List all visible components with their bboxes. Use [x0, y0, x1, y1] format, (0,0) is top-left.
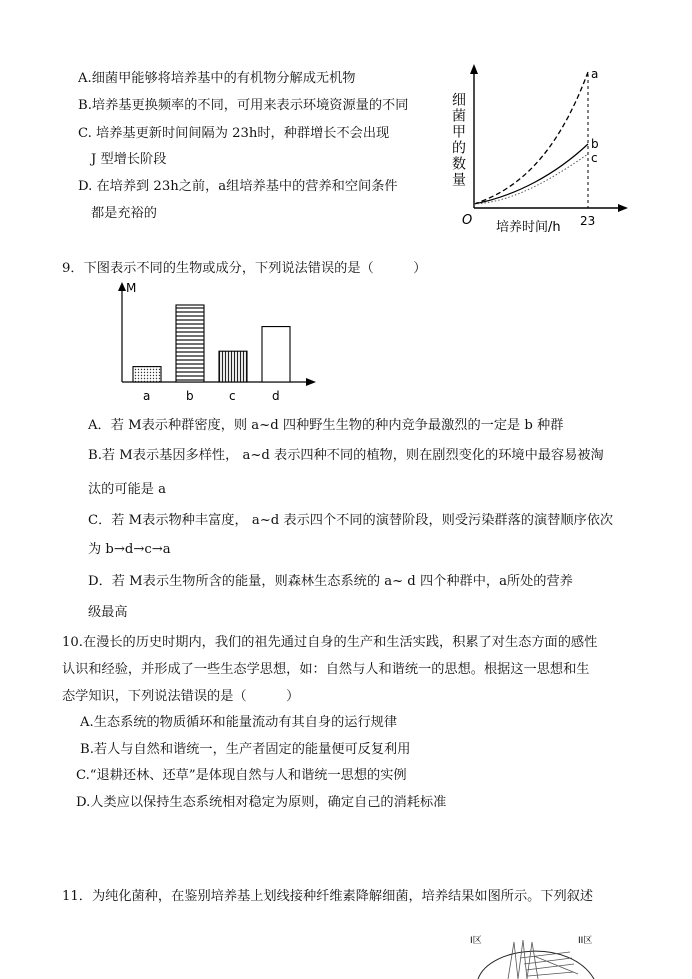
q10-option-d: D.人类应以保持生态系统相对稳定为原则，确定自己的消耗标准 — [76, 795, 447, 810]
q10-stem-line3: 态学知识，下列说法错误的是（ ） — [62, 689, 300, 704]
q8-option-a: A.细菌甲能够将培养基中的有机物分解成无机物 — [78, 71, 356, 86]
q10-option-b: B.若人与自然和谐统一，生产者固定的能量便可反复利用 — [80, 742, 411, 757]
q8-option-d: D. 在培养到 23h之前，a组培养基中的营养和空间条件 — [78, 179, 398, 194]
q9-bar-d — [262, 327, 290, 382]
q9-category-label-d: d — [272, 389, 280, 403]
q9-bar-a — [133, 367, 161, 382]
q8-xlabel: 培养时间/h — [496, 220, 561, 235]
q8-curve-b — [474, 144, 588, 204]
q10-option-c: C.“退耕还林、还草”是体现自然与人和谐统一思想的实例 — [76, 768, 407, 783]
q9-option-b-cont: 汰的可能是 a — [88, 482, 166, 497]
q9-option-c-cont: 为 b→d→c→a — [88, 542, 171, 557]
q11-petri-dish-figure — [460, 928, 610, 979]
q8-growth-curve-figure — [446, 62, 636, 240]
q10-option-a: A.生态系统的物质循环和能量流动有其自身的运行规律 — [80, 715, 398, 730]
q9-x-arrow — [306, 378, 316, 386]
q9-bar-chart — [110, 278, 330, 404]
q9-bar-b — [176, 305, 204, 382]
q9-option-d: D．若 M表示生物所含的能量，则森林生态系统的 a~ d 四个种群中，a所处的营养 — [88, 574, 573, 589]
q8-option-b: B.培养基更换频率的不同，可用来表示环境资源量的不同 — [78, 98, 409, 113]
q8-curve-b-label: b — [591, 137, 599, 151]
q9-category-label-b: b — [186, 389, 194, 403]
q11-stem: 11．为纯化菌种，在鉴别培养基上划线接种纤维素降解细菌，培养结果如图所示。下列叙述 — [62, 889, 594, 904]
q11-streak-marks — [508, 940, 578, 979]
q8-x-arrow — [618, 204, 628, 212]
q11-zone-2-label: II区 — [578, 936, 593, 946]
q8-origin-label: O — [462, 213, 473, 228]
q8-option-d-cont: 都是充裕的 — [91, 206, 157, 221]
q8-curve-a-label: a — [591, 67, 599, 81]
q9-option-d-cont: 级最高 — [88, 605, 128, 620]
q8-option-c-cont: J 型增长阶段 — [91, 152, 167, 167]
q8-tick-23: 23 — [580, 214, 596, 228]
q8-option-c: C. 培养基更新时间间隔为 23h时，种群增长不会出现 — [78, 126, 390, 141]
q10-stem-line1: 10.在漫长的历史时期内，我们的祖先通过自身的生产和生活实践，积累了对生态方面的感性 — [62, 635, 598, 650]
q11-zone-1-label: I区 — [470, 936, 482, 946]
q9-bar-c — [219, 351, 247, 382]
q8-y-arrow — [470, 64, 478, 74]
q9-option-b: B.若 M表示基因多样性， a~d 表示四种不同的植物，则在剧烈变化的环境中最容易被淘 — [88, 448, 604, 463]
q9-stem: 9．下图表示不同的生物或成分，下列说法错误的是（ ） — [62, 261, 427, 276]
q9-ylabel: M — [126, 281, 137, 295]
q8-ylabel: 细菌甲的数量 — [450, 92, 466, 188]
q10-stem-line2: 认识和经验，并形成了一些生态学思想，如：自然与人和谐统一的思想。根据这一思想和生 — [62, 662, 590, 677]
q9-y-arrow — [118, 282, 126, 291]
q9-category-label-a: a — [143, 389, 151, 403]
q9-category-label-c: c — [229, 389, 236, 403]
q9-option-a: A．若 M表示种群密度，则 a~d 四种野生生物的种内竞争最激烈的一定是 b 种群 — [88, 418, 564, 433]
q9-option-c: C．若 M表示物种丰富度， a~d 表示四个不同的演替阶段，则受污染群落的演替顺序依次 — [88, 513, 614, 528]
q8-curve-c-label: c — [591, 151, 598, 165]
